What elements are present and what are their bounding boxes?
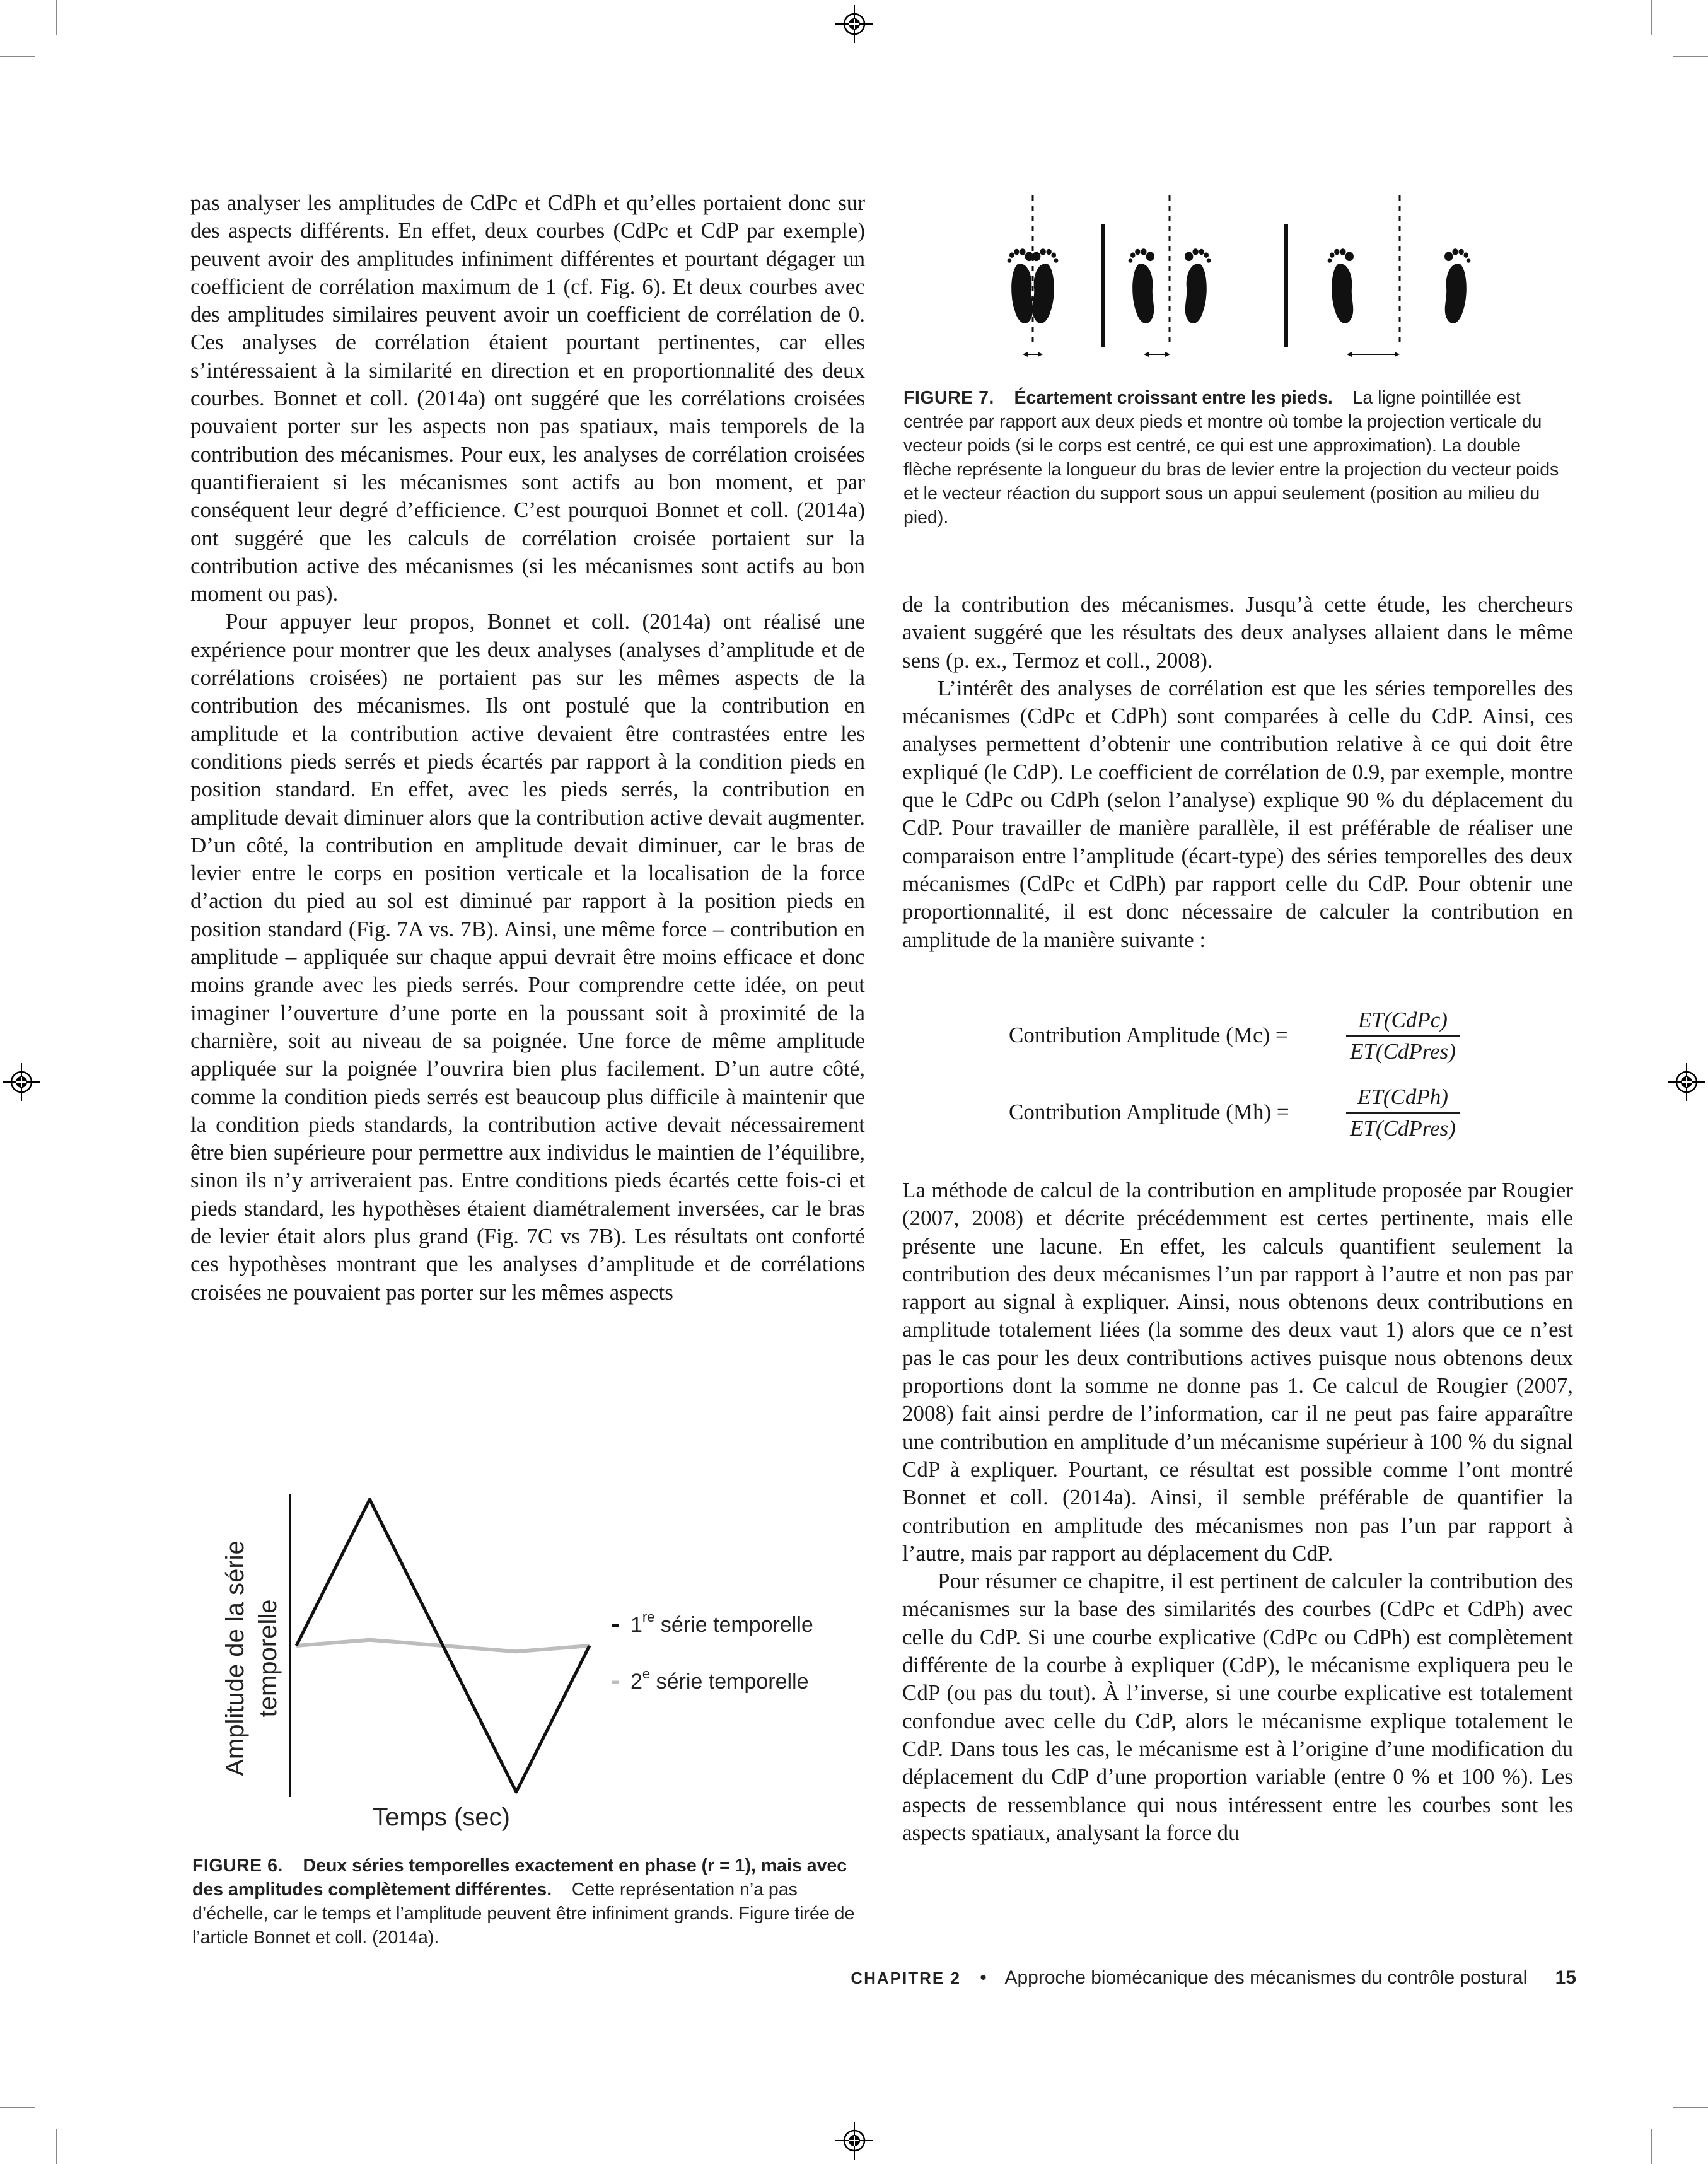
figure-label: FIGURE 7. xyxy=(903,388,994,408)
footer-bullet: • xyxy=(980,1967,987,1988)
footer-chapter: CHAPITRE 2 xyxy=(851,1969,961,1987)
figure-label: FIGURE 6. xyxy=(192,1856,283,1876)
x-axis-label: Temps (sec) xyxy=(373,1803,510,1831)
figure-7-feet-diagram xyxy=(984,189,1501,372)
figure-title: Écartement croissant entre les pieds. xyxy=(1014,388,1333,408)
paragraph: de la contribution des mécanismes. Jusqu’à cette étude, les chercheurs avaient suggéré que les résultats des deux analyses allaient dans le même sens (p. ex., Termoz et coll., 2008). xyxy=(902,592,1573,673)
formula-denominator: ET(CdPres) xyxy=(1346,1035,1460,1064)
legend-entry-2: 2e série temporelle xyxy=(630,1666,809,1694)
formula-numerator: ET(CdPc) xyxy=(1358,1008,1448,1032)
paragraph: L’intérêt des analyses de corrélation est que les séries temporelles des mécanismes (CdPc et CdPh) sont comparées à celle du CdP. Ainsi, ces analyses permettent d’obtenir une contribution relative à ce qui doit être expliqué (le CdP). Le coefficient de corrélation de 0.9, par exemple, montre que le CdPc ou CdPh (selon l’analyse) explique 90 % du déplacement du CdP. Pour travailler de manière parallèle, il est préférable de réaliser une comparaison entre l’amplitude (écart-type) des séries temporelles des deux mécanismes (CdPc et CdPh) par rapport celle du CdP. Pour obtenir une proportionnalité, il est donc nécessaire de calculer la contribution en amplitude de la manière suivante : xyxy=(902,675,1573,952)
formula-fraction xyxy=(1346,1085,1460,1141)
series-line-1 xyxy=(296,1499,590,1792)
paragraph: pas analyser les amplitudes de CdPc et CdPh et qu’elles portaient donc sur des aspects différents. En effet, deux courbes (CdPc et CdP par exemple) peuvent avoir des amplitudes infiniment différentes et pourtant dégager un coefficient de corrélation maximum de 1 (cf. Fig. 6). Et deux courbes avec des amplitudes similaires peuvent avoir un coefficient de corrélation de 0. Ces analyses de corrélation étaient pourtant pertinentes, car elles s’intéressaient à la similarité en direction et en proportionnalité des deux courbes. Bonnet et coll. (2014a) ont suggéré que les corrélations croisées pouvaient porter sur les aspects non pas spatiaux, mais temporels de la contribution des mécanismes. Pour eux, les analyses de corrélation croisées quantifieraient si les mécanismes sont actifs au bon moment, et par conséquent leur degré d’efficience. C’est pourquoi Bonnet et coll. (2014a) ont suggéré que les calculs de corrélation croisée portaient sur la contribution active des mécanismes (si les mécanismes sont actifs au bon moment ou pas). xyxy=(190,190,865,607)
y-axis-label-line1: Amplitude de la série xyxy=(221,1540,249,1776)
formula-mc xyxy=(1009,1008,1513,1071)
figure-title: Deux séries temporelles exactement en phase (r = 1), mais avec des amplitudes complètement différentes. xyxy=(192,1856,847,1900)
foot-right-c-icon xyxy=(1444,248,1470,323)
figure-6-chart xyxy=(202,1488,883,1841)
figure-caption-text: Cette représentation n’a pas d’échelle, car le temps et l’amplitude peuvent être infiniment grands. Figure tirée de l’article Bonnet et coll. (2014a). xyxy=(192,1880,855,1948)
legend-entry-1: 1re série temporelle xyxy=(630,1609,813,1637)
page-footer xyxy=(630,1967,1576,1989)
right-column-text-top xyxy=(902,591,1573,954)
right-column-text-bottom xyxy=(902,1177,1573,1847)
figure-caption-text: La ligne pointillée est centrée par rapport aux deux pieds et montre où tombe la projection verticale du vecteur poids (si le corps est centré, ce qui est une approximation). La double flèche représente la longueur du bras de levier entre la projection du vecteur poids et le vecteur réaction du support sous un appui seulement (position au milieu du pied). xyxy=(903,388,1559,528)
foot-right-b-icon xyxy=(1185,248,1211,323)
foot-right-a-icon xyxy=(1032,248,1058,323)
paragraph: Pour résumer ce chapitre, il est pertinent de calculer la contribution des mécanismes sur la base des similarités des courbes (CdPc et CdPh) avec celle du CdP. Si une courbe explicative (CdPc ou CdPh) est complètement différente de la courbe à expliquer (CdP), le mécanisme expliquera peu le CdP (ou pas du tout). À l’inverse, si une courbe explicative est totalement confondue avec celle du CdP, alors le mécanisme explique totalement le CdP. Dans tous les cas, le mécanisme est à l’origine d’une modification du déplacement du CdP d’une proportion variable (entre 0 % et 100 %). Les aspects de ressemblance qui nous intéressent entre les courbes sont les aspects spatiaux, analysant la force du xyxy=(902,1569,1573,1845)
paragraph: Pour appuyer leur propos, Bonnet et coll. (2014a) ont réalisé une expérience pour montrer que les deux analyses (analyses d’amplitude et de corrélations croisées) ne portaient pas sur les mêmes aspects de la contribution des mécanismes. Ils ont postulé que la contribution en amplitude et la contribution active devaient être contrastées entre les conditions pieds serrés et pieds écartés par rapport à la condition pieds en position standard. En effet, avec les pieds serrés, la contribution en amplitude devait diminuer alors que la contribution active devait augmenter. D’un côté, la contribution en amplitude devait diminuer, car le bras de levier entre le corps en position verticale et la localisation de la force d’action du pied au sol est diminué par rapport à la position pieds en position standard (Fig. 7A vs. 7B). Ainsi, une même force – contribution en amplitude – appliquée sur chaque appui devrait être moins efficace et donc moins grande avec les pieds serrés. Pour comprendre cette idée, on peut imaginer l’ouverture d’une porte en la poussant soit à proximité de la charnière, soit au niveau de sa poignée. Une force de même amplitude appliquée sur la poignée l’ouvrira bien plus facilement. D’un autre côté, comme la condition pieds serrés est beaucoup plus difficile à maintenir que la condition pieds standards, la contribution active devait nécessairement être bien supérieure pour permettre aux individus le maintien de l’équilibre, sinon ils n’y arriveraient pas. Entre conditions pieds écartés cette fois-ci et pieds standard, les hypothèses étaient diamétralement inversées, car le bras de levier était alors plus grand (Fig. 7C vs 7B). Les résultats ont conforté ces hypothèses montrant que les analyses d’amplitude et de corrélations croisées ne pouvaient pas porter sur les mêmes aspects xyxy=(190,609,865,1305)
formula-lhs: Contribution Amplitude (Mc) = xyxy=(1009,1023,1288,1047)
formula-fraction xyxy=(1346,1008,1460,1064)
page-number: 15 xyxy=(1555,1967,1576,1988)
formula-denominator: ET(CdPres) xyxy=(1346,1112,1460,1141)
foot-left-c-icon xyxy=(1328,248,1354,323)
foot-left-b-icon xyxy=(1129,248,1154,323)
figure-7-caption xyxy=(903,386,1572,530)
formula-lhs: Contribution Amplitude (Mh) = xyxy=(1009,1100,1289,1124)
figure-6-caption xyxy=(192,1854,867,1950)
paragraph: La méthode de calcul de la contribution en amplitude proposée par Rougier (2007, 2008) et décrite précédemment est certes pertinente, mais elle présente une lacune. En effet, les calculs quantifient seulement la contribution des deux mécanismes l’un par rapport à l’autre et non pas par rapport au signal à expliquer. Ainsi, nous obtenons deux contributions en amplitude totalement liées (la somme des deux vaut 1) alors que ce n’est pas le cas pour les deux contributions actives puisque nous obtenons deux proportions dont la somme ne donne pas 1. Ce calcul de Rougier (2007, 2008) fait ainsi perdre de l’information, car il ne peut pas faire apparaître une contribution en amplitude d’un mécanisme supérieur à 100 % du signal CdP à expliquer. Pourtant, ce résultat est possible comme l’ont montré Bonnet et coll. (2014a). Ainsi, il semble préférable de quantifier la contribution en amplitude des mécanismes non pas l’un par rapport à l’autre, mais par rapport au déplacement du CdP. xyxy=(902,1178,1573,1566)
foot-left-a-icon xyxy=(1008,248,1033,323)
y-axis-label-line2: temporelle xyxy=(254,1599,282,1718)
left-column-text xyxy=(190,189,865,1306)
formula-numerator: ET(CdPh) xyxy=(1357,1085,1448,1109)
formula-mh xyxy=(1009,1085,1513,1148)
footer-title: Approche biomécanique des mécanismes du contrôle postural xyxy=(1004,1967,1528,1988)
